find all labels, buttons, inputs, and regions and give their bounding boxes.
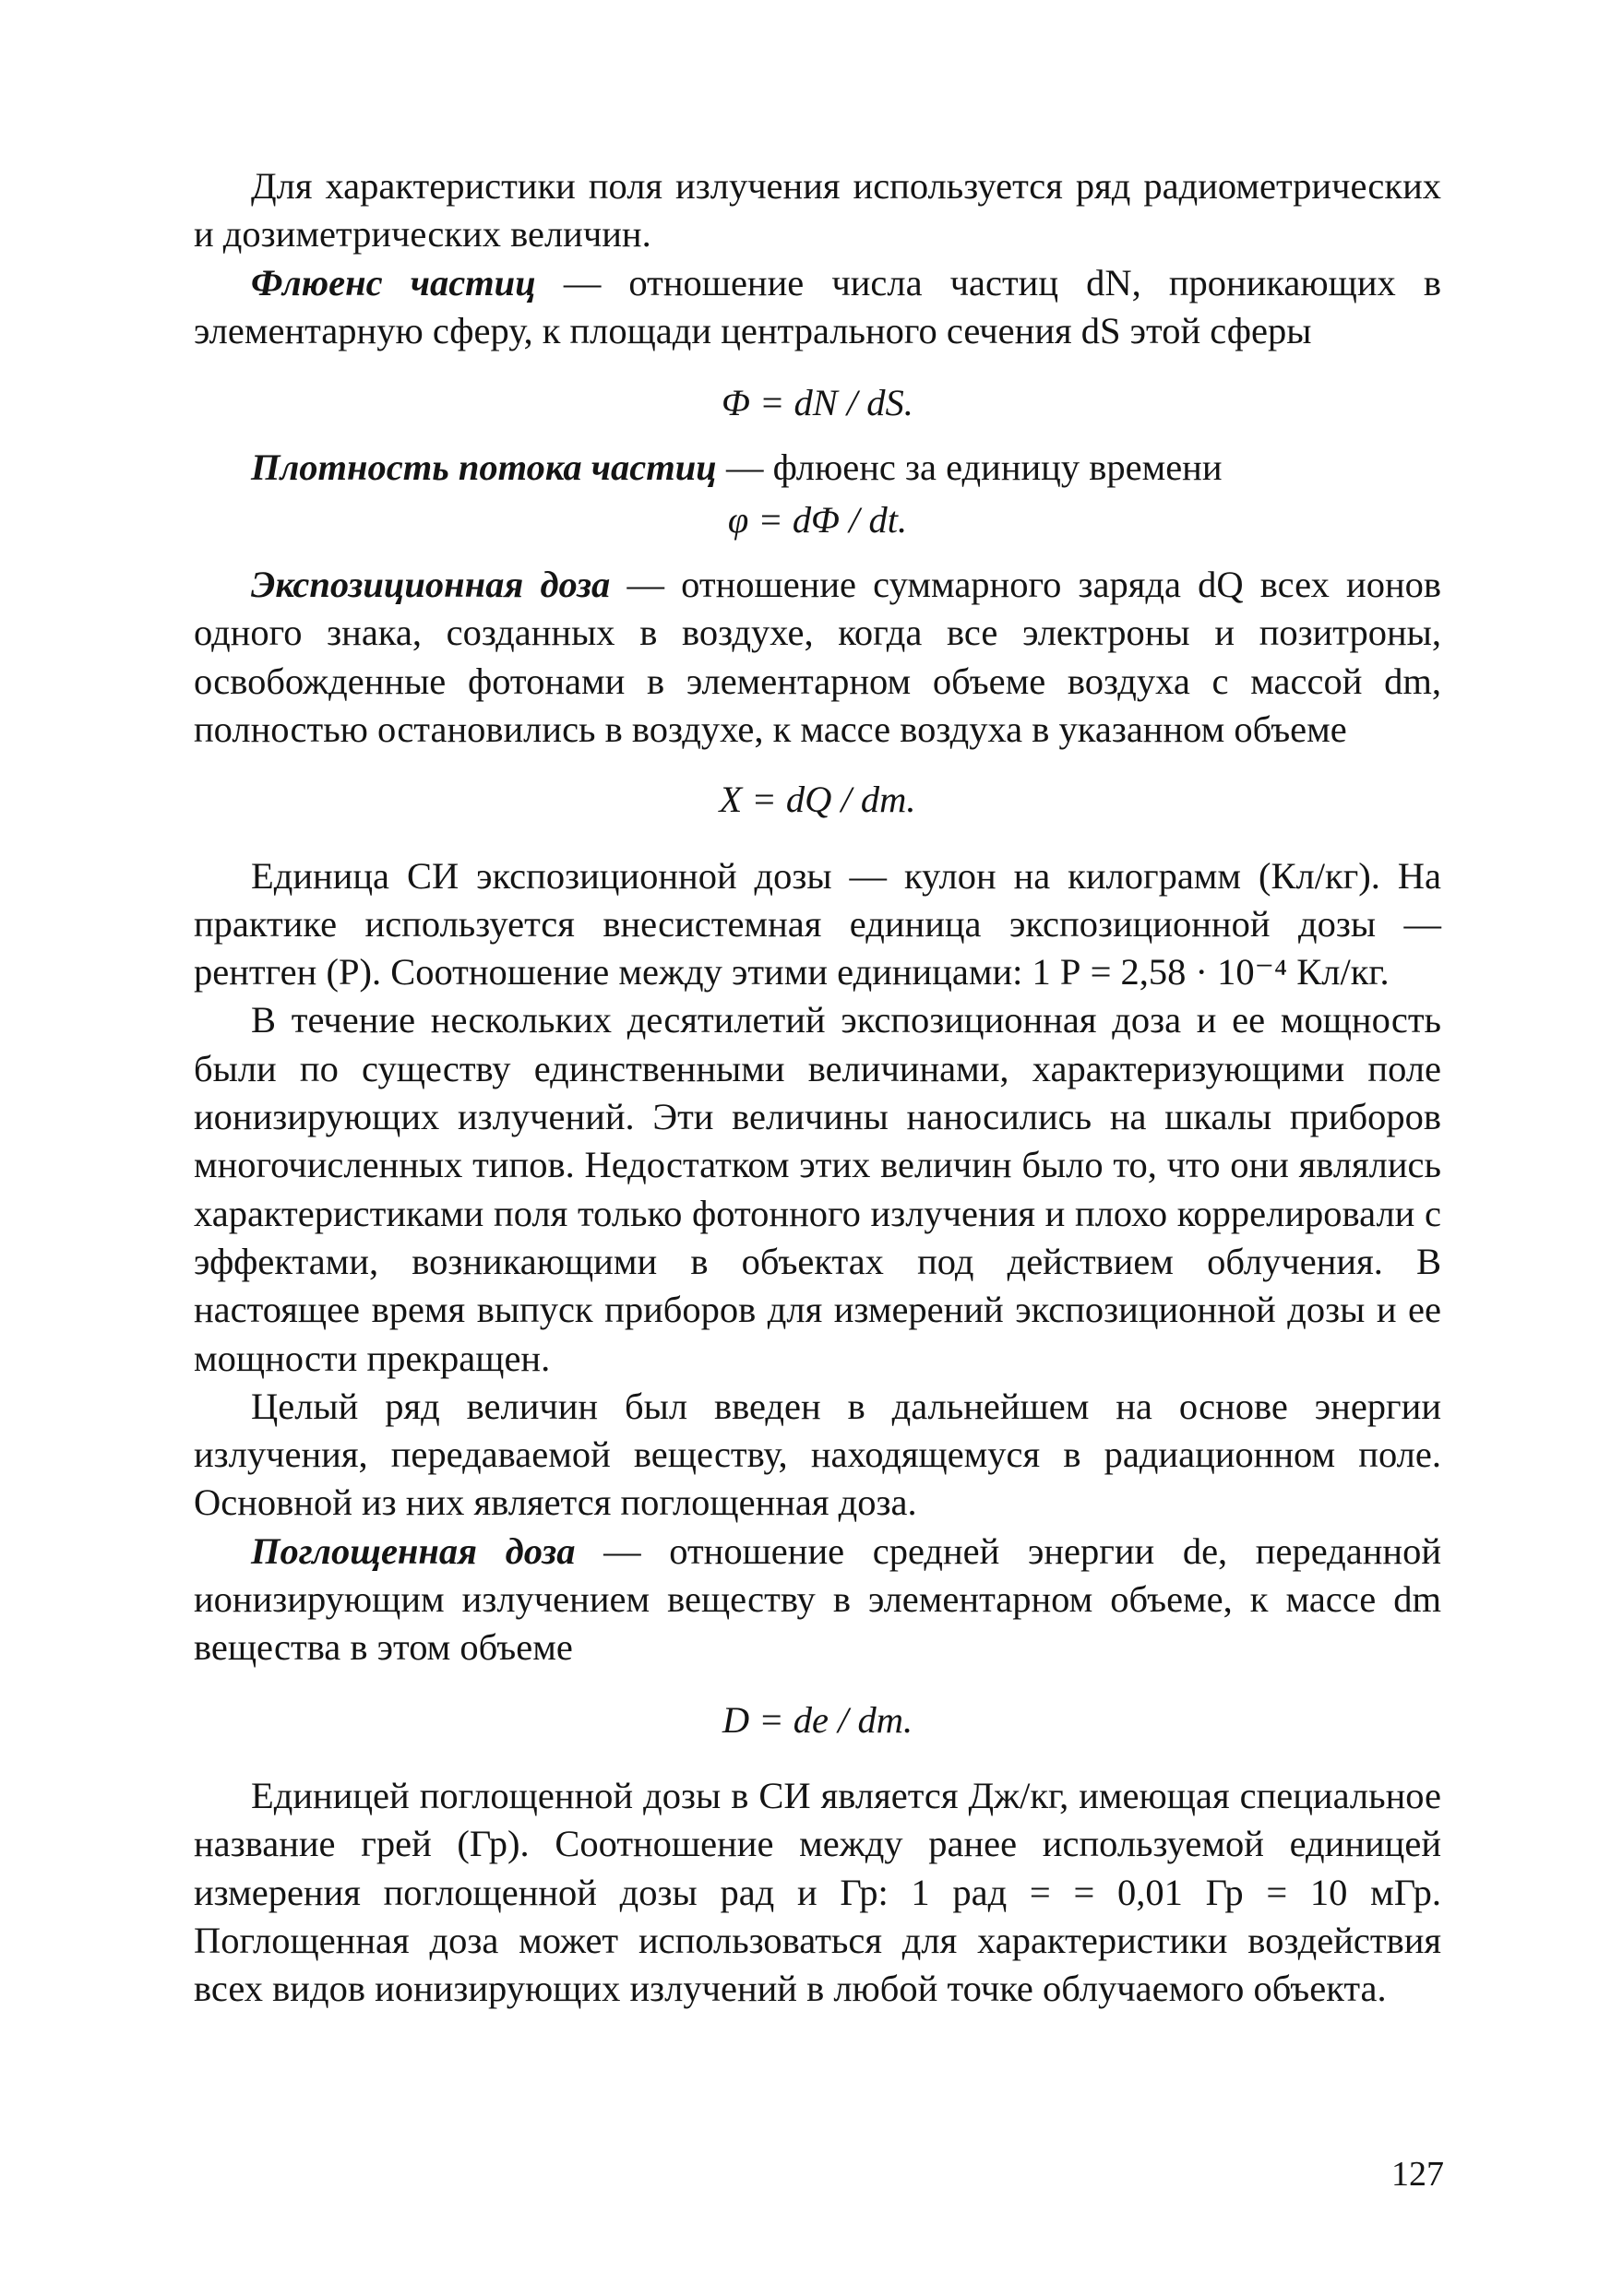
paragraph-intro: Для характеристики поля излучения используется ряд радиометрических и дозиметрических величин. xyxy=(194,165,1441,256)
paragraph-exposure-units: Единица СИ экспозиционной дозы — кулон на килограмм (Кл/кг). На практике используется внесистемная единица экспозиционной дозы — рентген (Р). Соотношение между этими единицами: 1 Р = 2,58 · 10⁻⁴ Кл/кг. xyxy=(194,854,1441,993)
paragraph-flux-density xyxy=(194,444,1441,492)
term-flux-density: Плотность потока частиц xyxy=(251,446,717,489)
term-exposure-dose: Экспозиционная доза xyxy=(251,564,611,606)
paragraph-energy-quantities: Целый ряд величин был введен в дальнейшем на основе энергии излучения, передаваемой веществу, находящемуся в радиационном поле. Основной из них является поглощенная доза. xyxy=(194,1385,1441,1524)
definition-absorbed-dose: — отношение средней энергии de, переданной ионизирующим излучением веществу в элементарном объеме, к массе dm вещества в этом объеме xyxy=(194,1529,1441,1669)
paragraph-exposure-dose xyxy=(194,561,1441,754)
definition-exposure-dose: — отношение суммарного заряда dQ всех ионов одного знака, созданных в воздухе, когда все электроны и позитроны, освобожденные фотонами в элементарном объеме воздуха с массой dm, полностью остановились в воздухе, к массе воздуха в указанном объеме xyxy=(194,564,1441,750)
paragraph-exposure-history: В течение нескольких десятилетий экспозиционная доза и ее мощность были по существу единственными величинами, характеризующими поле ионизирующих излучений. Эти величины наносились на шкалы приборов многочисленных типов. Недостатком этих величин было то, что они являлись характеристиками поля только фотонного излучения и плохо коррелировали с эффектами, возникающими в объектах под действием облучения. В настоящее время выпуск приборов для измерений экспозиционной дозы и ее мощности прекращен. xyxy=(194,999,1441,1379)
formula-exposure-dose: X = dQ / dm. xyxy=(719,779,916,821)
page-text-body xyxy=(194,162,1441,2013)
definition-fluence: — отношение числа частиц dN, проникающих в элементарную сферу, к площади центрального сечения dS этой сферы xyxy=(194,261,1441,351)
page-number: 127 xyxy=(1391,2155,1444,2194)
formula-fluence: Φ = dN / dS. xyxy=(722,382,913,424)
formula-absorbed-dose: D = de / dm. xyxy=(722,1698,913,1741)
term-fluence: Флюенс частиц xyxy=(251,261,536,303)
paragraph-fluence xyxy=(194,259,1441,356)
term-absorbed-dose: Поглощенная доза xyxy=(251,1529,576,1572)
definition-flux-density: — флюенс за единицу времени xyxy=(716,446,1223,489)
formula-flux-density: φ = dΦ / dt. xyxy=(727,498,908,541)
paragraph-gray-unit: Единицей поглощенной дозы в СИ является Дж/кг, имеющая специальное название грей (Гр). Соотношение между ранее используемой единицей измерения поглощенной дозы рад и Гр: 1 рад = = 0,01 Гр = 10 мГр. Поглощенная доза может использоваться для характеристики воздействия всех видов ионизирующих излучений в любой точке облучаемого объекта. xyxy=(194,1774,1441,2010)
paragraph-absorbed-dose xyxy=(194,1528,1441,1672)
